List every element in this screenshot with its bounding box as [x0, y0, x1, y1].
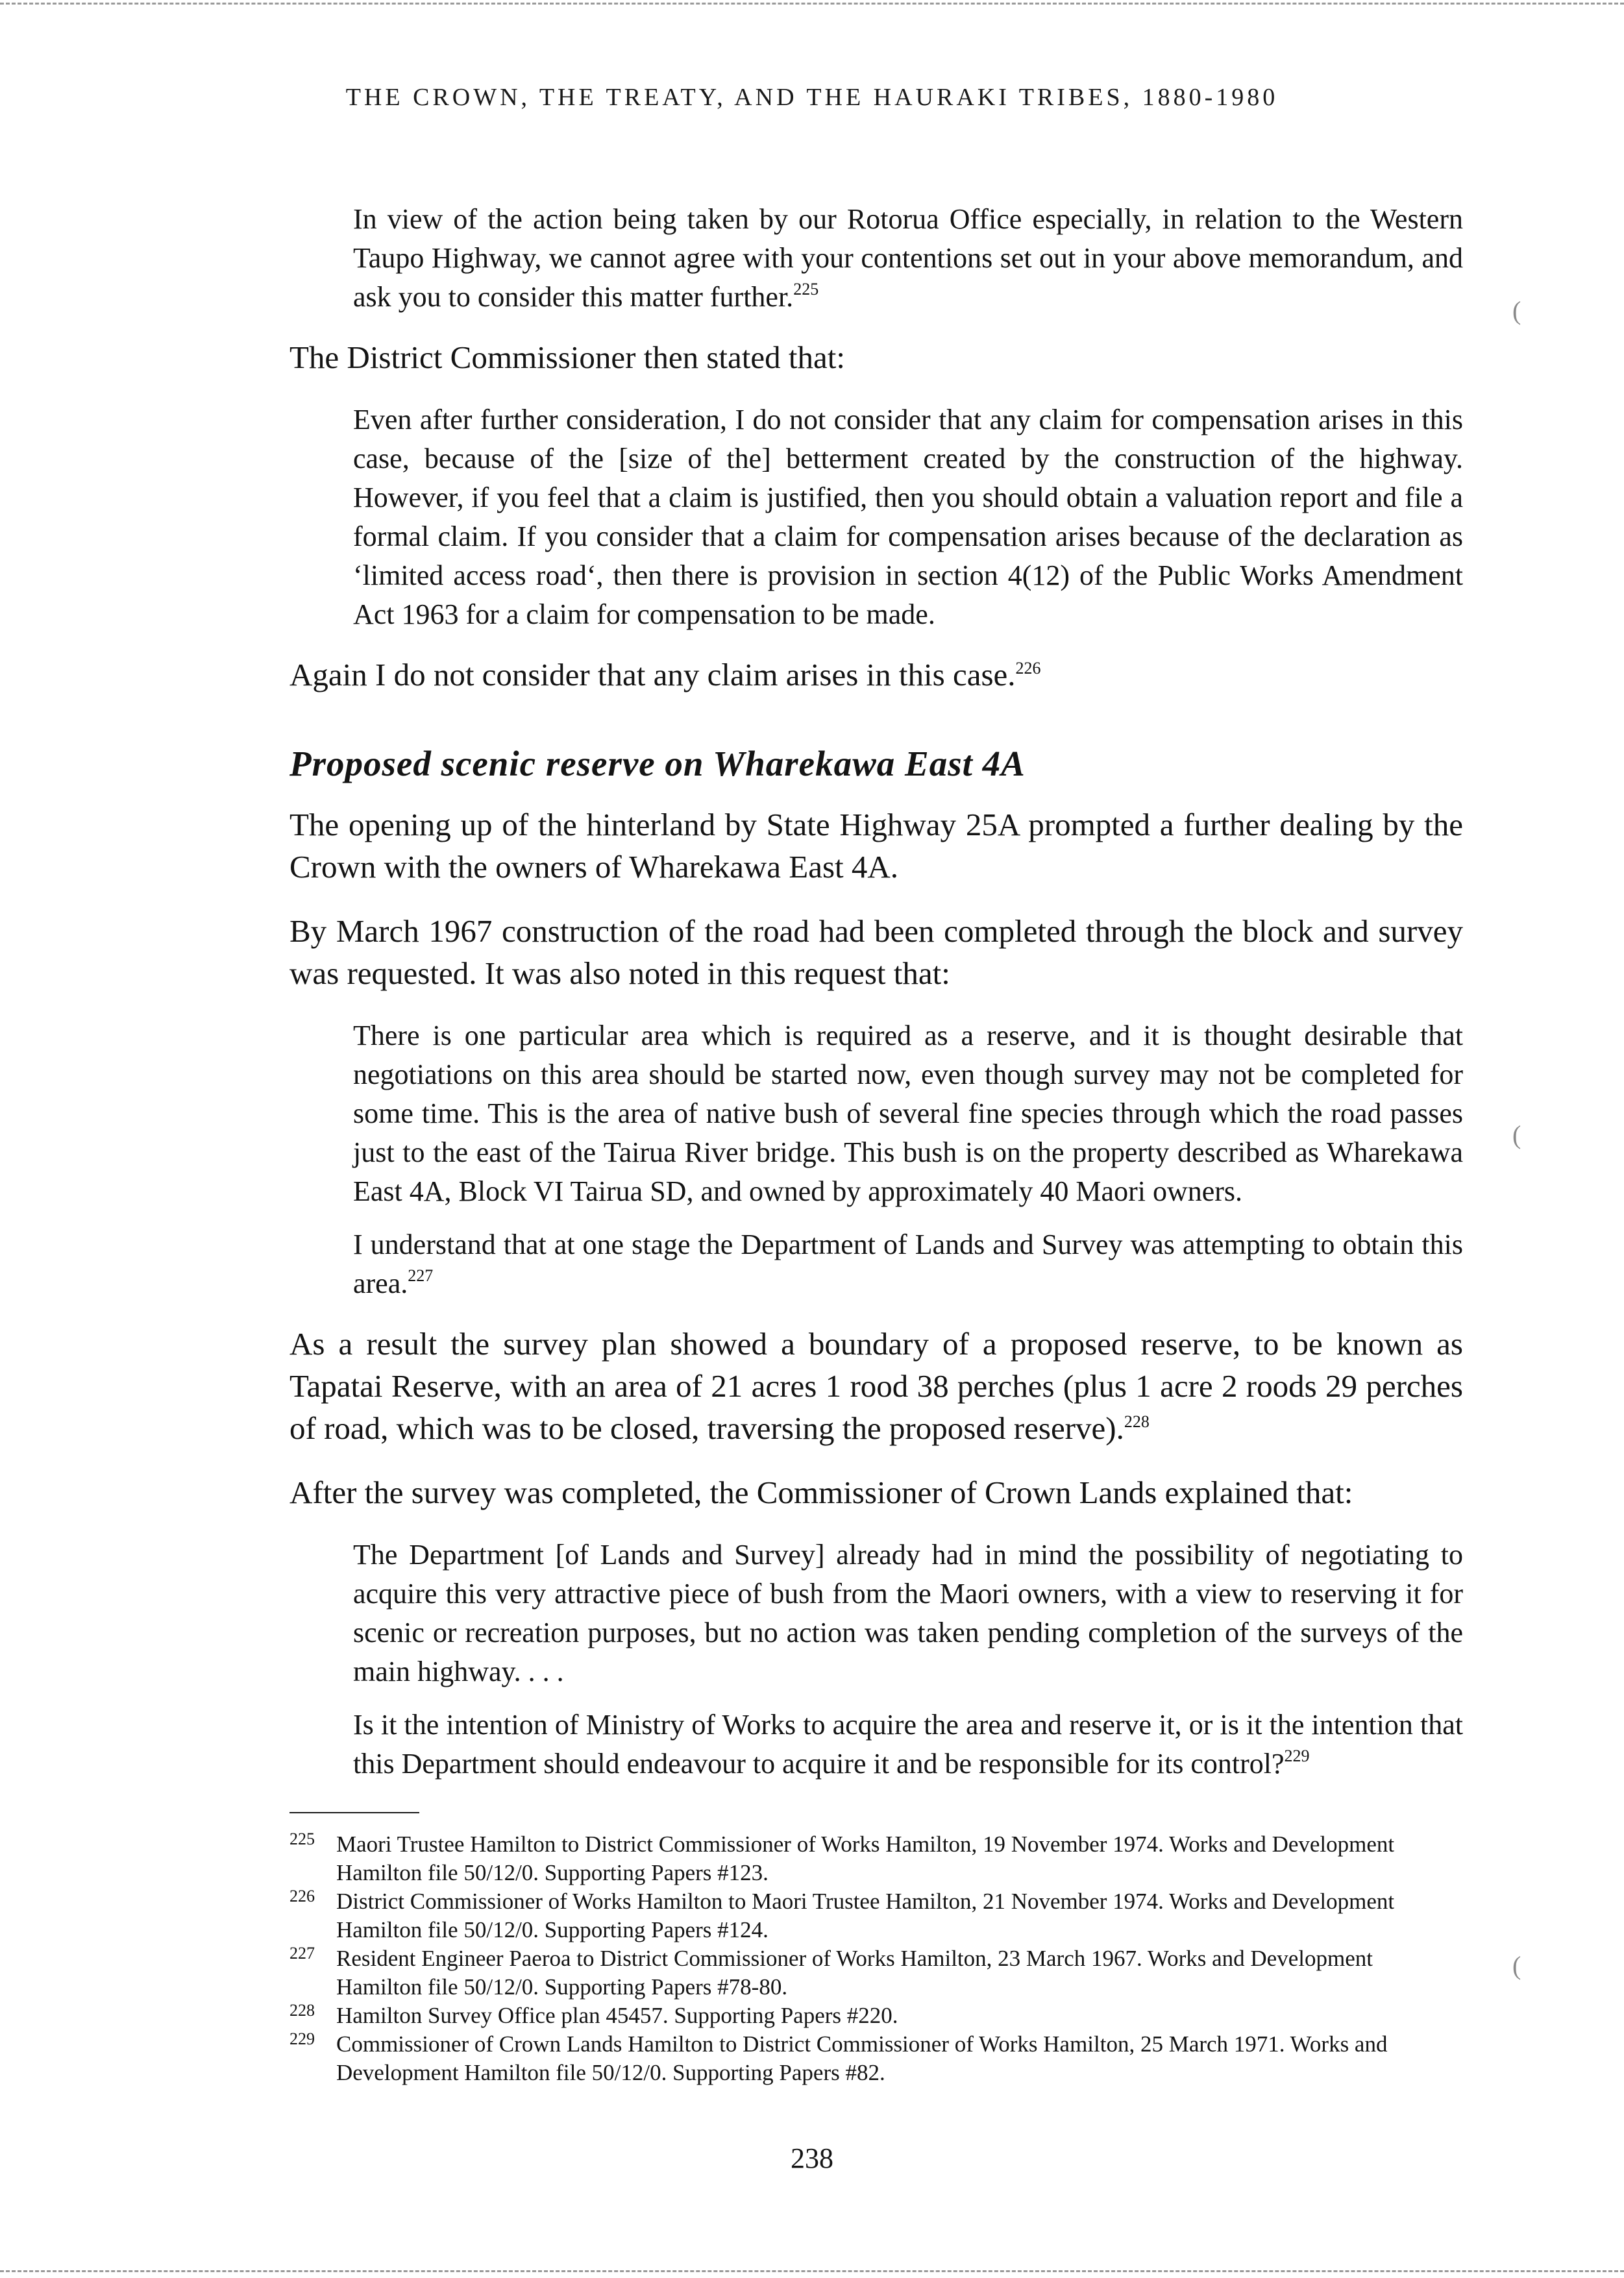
body-paragraph: By March 1967 construction of the road had been completed through the block and survey was requested. It was also noted in this request that: — [289, 913, 1463, 991]
footnote — [289, 1830, 1463, 1887]
block-quote — [353, 1536, 1463, 1783]
quote-paragraph — [353, 1225, 1463, 1303]
quote-paragraph: Even after further consideration, I do not consider that any claim for compensation arises in this case, because of the [size of the] betterment created by the construction of the highway. However, if you feel that a claim is justified, then you should obtain a valuation report and file a formal claim. If you consider that a claim for compensation arises because of the declaration as ‘limited access road‘, then there is provision in section 4(12) of the Public Works Amendment Act 1963 for a claim for compensation to be made. — [353, 404, 1463, 630]
body-paragraph — [289, 654, 1463, 696]
section-heading: Proposed scenic reserve on Wharekawa East 4A — [289, 744, 1026, 783]
margin-mark: ( — [1512, 1951, 1521, 1980]
footnote-text: Hamilton Survey Office plan 45457. Supporting Papers #220. — [336, 2003, 898, 2028]
footnote-number: 225 — [289, 1830, 315, 1848]
footnote-ref: 225 — [793, 280, 819, 299]
body-paragraph — [289, 1323, 1463, 1449]
quote-text: Is it the intention of Ministry of Works to acquire the area and reserve it, or is it the intention that this Department should endeavour to acquire it and be responsible for its control? — [353, 1709, 1463, 1780]
margin-mark: ( — [1512, 296, 1521, 325]
footnote-number: 227 — [289, 1944, 315, 1963]
body-paragraph: The District Commissioner then stated that: — [289, 339, 845, 375]
quote-paragraph: The Department [of Lands and Survey] already had in mind the possibility of negotiating to acquire this very attractive piece of bush from the Maori owners, with a view to reserving it for scenic or recreation purposes, but no action was taken pending completion of the surveys of the main highway. . . . — [353, 1539, 1463, 1687]
block-quote — [353, 1016, 1463, 1303]
scan-edge-top — [0, 3, 1624, 5]
footnote-text: Resident Engineer Paeroa to District Commissioner of Works Hamilton, 23 March 1967. Works and Development Hamilton file 50/12/0. Supporting Papers #78-80. — [336, 1946, 1373, 2000]
scan-edge-bottom — [0, 2270, 1624, 2272]
block-quote — [353, 400, 1463, 634]
running-head: THE CROWN, THE TREATY, AND THE HAURAKI TRIBES, 1880-1980 — [345, 84, 1279, 111]
footnote-ref: 227 — [408, 1266, 434, 1285]
footnote-ref: 229 — [1284, 1746, 1310, 1765]
footnote-text: District Commissioner of Works Hamilton to Maori Trustee Hamilton, 21 November 1974. Works and Development Hamilton file 50/12/0. Supporting Papers #124. — [336, 1889, 1395, 1942]
footnote-number: 229 — [289, 2029, 315, 2048]
quote-paragraph: There is one particular area which is required as a reserve, and it is thought desirable that negotiations on this area should be started now, even though survey may not be completed for some time. This is the area of native bush of several fine species through which the road passes just to the east of the Tairua River bridge. This bush is on the property described as Wharekawa East 4A, Block VI Tairua SD, and owned by approximately 40 Maori owners. — [353, 1020, 1463, 1207]
footnote-ref: 226 — [1015, 659, 1041, 678]
quote-text: In view of the action being taken by our Rotorua Office especially, in relation to the Western Taupo Highway, we cannot agree with your contentions set out in your above memorandum, and ask you to consider this matter further. — [353, 203, 1463, 313]
footnote-rule — [289, 1812, 419, 1813]
footnote — [289, 2030, 1463, 2087]
quote-text: I understand that at one stage the Department of Lands and Survey was attempting to obtain this area. — [353, 1229, 1463, 1299]
footnote — [289, 2002, 1463, 2030]
footnote-text: Commissioner of Crown Lands Hamilton to District Commissioner of Works Hamilton, 25 March 1971. Works and Development Hamilton file 50/12/0. Supporting Papers #82. — [336, 2031, 1388, 2085]
paragraph-text: Again I do not consider that any claim arises in this case. — [289, 657, 1016, 692]
body-paragraph: After the survey was completed, the Commissioner of Crown Lands explained that: — [289, 1475, 1353, 1510]
footnote-number: 228 — [289, 2001, 315, 2020]
footnote — [289, 1944, 1463, 2002]
margin-mark: ( — [1512, 1120, 1521, 1149]
footnote — [289, 1887, 1463, 1944]
footnotes — [289, 1830, 1463, 2087]
page-body — [289, 200, 1463, 2087]
paragraph-text: As a result the survey plan showed a boundary of a proposed reserve, to be known as Tapatai Reserve, with an area of 21 acres 1 rood 38 perches (plus 1 acre 2 roods 29 perches of road, which was to be closed, traversing the proposed reserve). — [289, 1326, 1463, 1446]
footnote-text: Maori Trustee Hamilton to District Commissioner of Works Hamilton, 19 November 1974. Works and Development Hamilton file 50/12/0. Supporting Papers #123. — [336, 1831, 1395, 1885]
footnote-ref: 228 — [1124, 1412, 1150, 1431]
page-number: 238 — [791, 2142, 833, 2174]
block-quote — [353, 200, 1463, 317]
footnote-number: 226 — [289, 1887, 315, 1905]
quote-paragraph — [353, 1706, 1463, 1783]
quote-paragraph — [353, 200, 1463, 317]
body-paragraph: The opening up of the hinterland by State Highway 25A prompted a further dealing by the Crown with the owners of Wharekawa East 4A. — [289, 807, 1463, 885]
